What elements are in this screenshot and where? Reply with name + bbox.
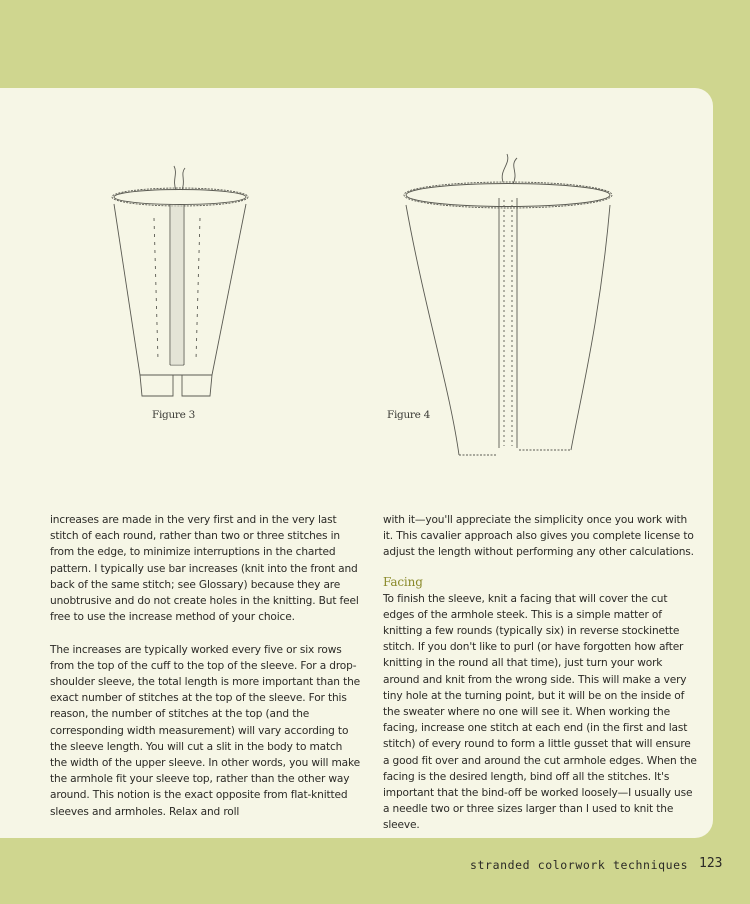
- right-paragraph-2: To finish the sleeve, knit a facing that will cover the cut edges of the armhole steek. This is a simple matter of knitting a few rounds (typically six) in reverse stockinette stitch. If you don't like to purl (or have forgotten how after knitting in the round all that time), just turn your work around and knit from the wrong side. This will make a very tiny hole at the turning point, but it will be on the inside of the sweater where no one will see it. When working the facing, increase one stitch at each end (in the first and last stitch) of every round to form a little gusset that will ensure a good fit over and around the cut armhole edges. When the facing is the desired length, bind off all the stitches. It's important that the bind-off be worked loosely—I usually use a needle two or three sizes larger than I used to knit the sleeve.: [383, 592, 697, 832]
- page-number: 123: [699, 856, 723, 871]
- figure-3-sleeve-illustration: [90, 160, 270, 405]
- left-paragraph-1: increases are made in the very first and in the very last stitch of each round, rather than two or three stitches in from the edge, to minimize interruptions in the charted pattern. I typically use bar increases (knit into the front and back of the same stitch; see Glossary) because they are unobtrusive and do not create holes in the knitting. But feel free to use the increase method of your choice.: [50, 514, 359, 624]
- right-text-column: [383, 512, 699, 834]
- running-footer-title: stranded colorwork techniques: [470, 858, 689, 872]
- figure-4-caption: Figure 4: [387, 409, 430, 421]
- left-text-column: [50, 512, 362, 820]
- left-paragraph-2: The increases are typically worked every five or six rows from the top of the cuff to the top of the sleeve. For a drop-shoulder sleeve, the total length is more important than the exact number of stitches at the top of the sleeve. For this reason, the number of stitches at the top (and the corresponding width measurement) will vary according to the sleeve length. You will cut a slit in the body to match the width of the upper sleeve. In other words, you will make the armhole fit your sleeve top, rather than the other way around. This notion is the exact opposite from flat-knitted sleeves and armholes. Relax and roll: [50, 643, 361, 818]
- section-heading-facing: Facing: [383, 574, 423, 589]
- figure-3-caption: Figure 3: [152, 409, 195, 421]
- right-paragraph-1: with it—you'll appreciate the simplicity once you work with it. This cavalier approach also gives you complete license to adjust the length without performing any other calculations.: [383, 514, 694, 559]
